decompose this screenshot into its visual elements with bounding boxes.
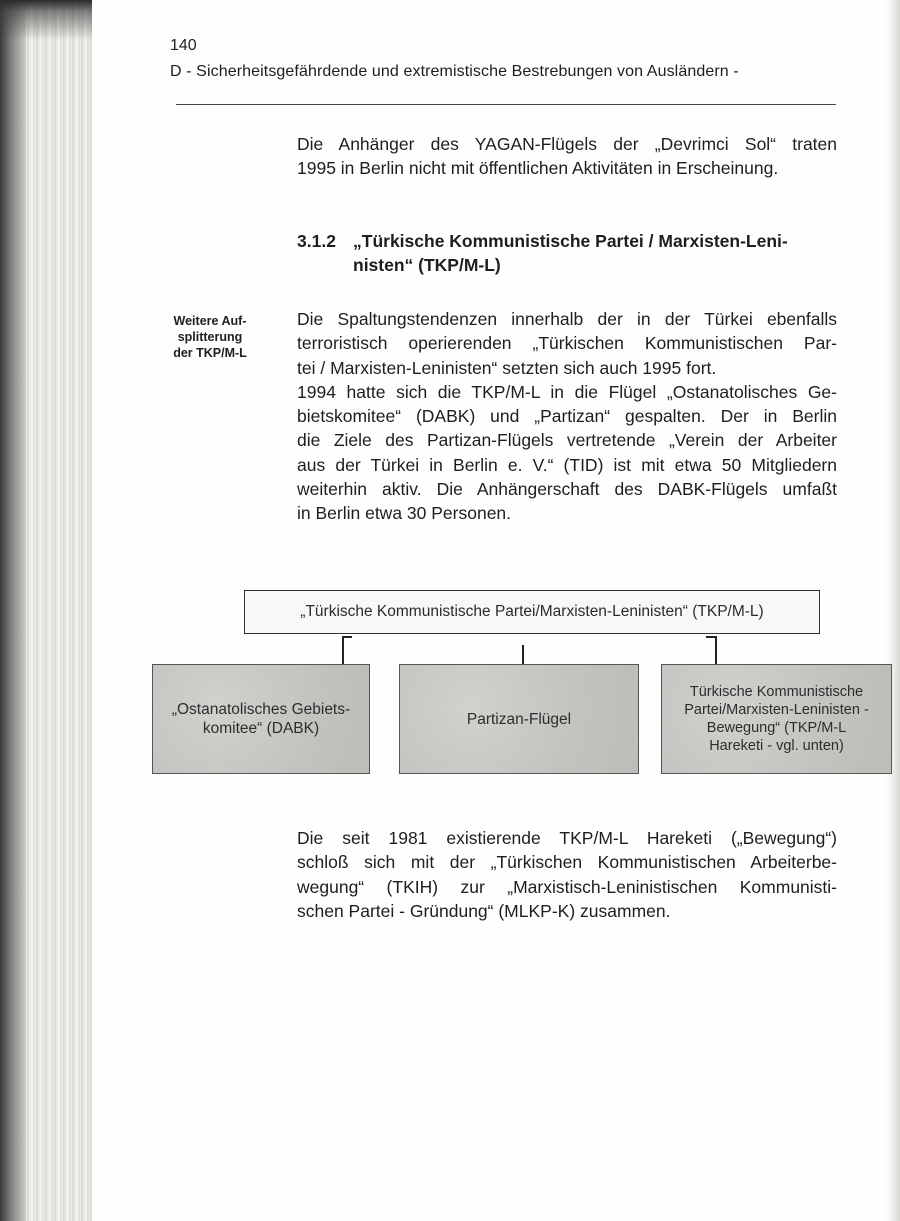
box-text-line: Hareketi - vgl. unten): [709, 738, 844, 754]
text-line: schloß sich mit der „Türkischen Kommunistischen Arbeiterbe-: [297, 852, 837, 873]
text-line: aus der Türkei in Berlin e. V.“ (TID) ist mit etwa 50 Mitgliedern: [297, 454, 837, 475]
section-title-line: „Türkische Kommunistische Partei / Marxisten-Leni-: [353, 231, 788, 251]
connector-vertical-left: [342, 636, 344, 664]
text-line: in Berlin etwa 30 Personen.: [297, 503, 512, 524]
text-line: Die seit 1981 existierende TKP/M-L Hareketi („Bewegung“): [297, 828, 837, 848]
margin-note: [156, 313, 264, 361]
org-chart-box-dabk: [152, 664, 370, 774]
org-chart-root-box: „Türkische Kommunistische Partei/Marxisten-Leninisten“ (TKP/M-L): [244, 590, 820, 634]
text-line: weiterhin aktiv. Die Anhängerschaft des DABK-Flügels umfaßt: [297, 479, 837, 500]
connector-horizontal-left: [342, 636, 352, 638]
text-line: tei / Marxisten-Leninisten“ setzten sich auch 1995 fort.: [297, 357, 717, 378]
text-line: 1995 in Berlin nicht mit öffentlichen Aktivitäten in Erscheinung.: [297, 158, 779, 179]
section-title-line: nisten“ (TKP/M-L): [353, 255, 501, 275]
margin-note-line: Weitere Auf-: [173, 314, 247, 328]
text-line: die Ziele des Partizan-Flügels vertretende „Verein der Arbeiter: [297, 430, 837, 451]
text-line: terroristisch operierenden „Türkischen Kommunistischen Par-: [297, 333, 837, 354]
text-line: Die Spaltungstendenzen innerhalb der in der Türkei ebenfalls: [297, 309, 837, 329]
page-right-edge: [886, 0, 900, 1221]
text-line: schen Partei - Gründung“ (MLKP-K) zusammen.: [297, 900, 671, 921]
book-binding-edge: [0, 0, 92, 1221]
box-text-line: „Ostanatolisches Gebiets-: [171, 701, 351, 718]
box-text-line: Partizan-Flügel: [466, 710, 572, 728]
margin-note-line: der TKP/M-L: [173, 346, 247, 360]
page-number: 140: [170, 37, 197, 54]
connector-vertical-right: [715, 636, 717, 664]
box-text-line: komitee“ (DABK): [202, 720, 320, 737]
box-text-line: Bewegung“ (TKP/M-L: [706, 720, 847, 736]
section-number: 3.1.2: [297, 231, 336, 251]
paragraph-split: [297, 307, 837, 526]
text-line: 1994 hatte sich die TKP/M-L in die Flügel „Ostanatolisches Ge-: [297, 381, 837, 402]
paragraph-hareketi: [297, 826, 837, 923]
text-line: Die Anhänger des YAGAN-Flügels der „Devrimci Sol“ traten: [297, 134, 837, 154]
text-line: bietskomitee“ (DABK) und „Partizan“ gespalten. Der in Berlin: [297, 406, 837, 427]
paragraph-yagan: [297, 132, 837, 181]
text-line: wegung“ (TKIH) zur „Marxistisch-Leninistischen Kommunisti-: [297, 876, 837, 897]
box-text-line: Partei/Marxisten-Leninisten -: [684, 702, 869, 718]
connector-vertical-middle: [522, 645, 524, 664]
margin-note-line: splitterung: [177, 330, 243, 344]
box-text-line: Türkische Kommunistische: [689, 684, 864, 700]
running-head: D - Sicherheitsgefährdende und extremistische Bestrebungen von Ausländern -: [170, 63, 739, 80]
org-chart-box-hareketi: [661, 664, 892, 774]
header-rule: [176, 104, 836, 105]
section-title: [353, 229, 839, 277]
org-chart-box-partizan: [399, 664, 639, 774]
